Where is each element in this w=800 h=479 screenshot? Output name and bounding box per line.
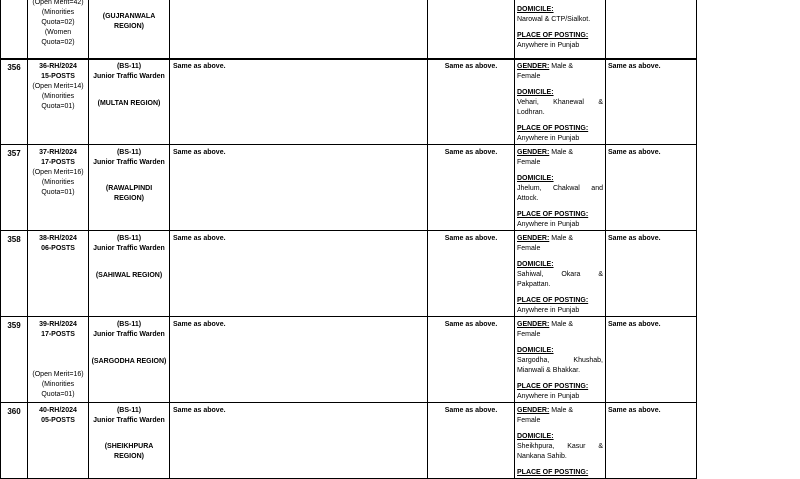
domicile-value: Sheikhpura, Kasur & Nankana Sahib. [517, 443, 603, 460]
gender-value-2: Female [517, 417, 541, 424]
quota-line: Quota=01) [41, 391, 75, 398]
post-name: Junior Traffic Warden [93, 331, 165, 338]
gender-value-2: Female [517, 245, 541, 252]
qualification-text: Same as above. [173, 321, 226, 328]
other-conditions-cell [515, 231, 606, 317]
region-label: REGION) [114, 453, 144, 460]
quota-line: (Minorities [41, 381, 75, 388]
region [89, 184, 169, 204]
gender-label: GENDER: [517, 407, 550, 414]
gender-label: GENDER: [517, 149, 550, 156]
quota-line: (Open Merit=16) [32, 371, 84, 378]
other-conditions-cell [515, 59, 606, 145]
pay-scale: (BS-11) [116, 407, 142, 414]
qualification-text: Same as above. [173, 149, 226, 156]
domicile-label: DOMICILE: [517, 89, 554, 96]
province-cell [606, 145, 697, 231]
post-name: Junior Traffic Warden [93, 73, 165, 80]
region-label: (RAWALPINDI [105, 185, 153, 192]
case-cell [28, 145, 89, 231]
age-cell [428, 317, 515, 403]
post-count: 17-POSTS [41, 331, 75, 338]
place-of-posting-label: PLACE OF POSTING: [517, 297, 589, 304]
region-label: (GUJRANWALA [102, 13, 156, 20]
serial-number [1, 59, 28, 145]
post-count: 17-POSTS [41, 159, 75, 166]
post-name: Junior Traffic Warden [93, 159, 165, 166]
serial-number [1, 145, 28, 231]
gender-value-2: Female [517, 331, 541, 338]
other-conditions-cell [515, 0, 606, 60]
region [89, 442, 169, 462]
domicile-label-cont: DOMICILE: [517, 6, 554, 13]
quota-line: (Minorities [41, 9, 75, 16]
serial-number [1, 317, 28, 403]
qualification-cell [170, 59, 428, 145]
region [89, 99, 169, 109]
domicile-value: Vehari, Khanewal & Lodhran. [517, 99, 603, 116]
serial-number-text: 360 [7, 407, 21, 416]
place-of-posting-label: PLACE OF POSTING: [517, 125, 589, 132]
quota-line: (Open Merit=14) [32, 83, 84, 90]
other-conditions-cell [515, 145, 606, 231]
case-cell [28, 403, 89, 479]
serial-cell [1, 0, 28, 60]
region-label: (SARGODHA REGION) [91, 358, 167, 365]
quota-line: Quota=02) [41, 39, 75, 46]
place-of-posting-value: Anywhere in Punjab [517, 221, 580, 228]
gender-value: Male & [551, 407, 574, 414]
qualification-text: Same as above. [173, 407, 226, 414]
case-cell [28, 59, 89, 145]
table-row [1, 59, 697, 145]
age-text: Same as above. [444, 149, 498, 156]
domicile-value: Sahiwal, Okara & Pakpattan. [517, 271, 603, 288]
region-label: REGION) [114, 23, 144, 30]
qualification-cell [170, 231, 428, 317]
gender-value-2: Female [517, 73, 541, 80]
province-text: Same as above. [608, 407, 661, 414]
place-of-posting-value: Anywhere in Punjab [517, 307, 580, 314]
gender-value: Male & [551, 63, 574, 70]
domicile-value: Narowal & CTP/Sialkot. [517, 16, 591, 23]
province-text: Same as above. [608, 321, 661, 328]
serial-number-text: 356 [7, 63, 21, 72]
age-cell [428, 0, 515, 60]
case-cell [28, 0, 89, 60]
post-cell [89, 145, 170, 231]
province-cell [606, 59, 697, 145]
quota-line: Quota=01) [41, 189, 75, 196]
place-of-posting-value: Anywhere in Punjab [517, 42, 580, 49]
age-cell [428, 145, 515, 231]
region-label: (MULTAN REGION) [97, 100, 161, 107]
gender-value: Male & [551, 149, 574, 156]
age-cell [428, 403, 515, 479]
case-cell [28, 317, 89, 403]
quota-line: Quota=02) [41, 19, 75, 26]
place-of-posting-label: PLACE OF POSTING: [517, 211, 589, 218]
quota-line: (Minorities [41, 93, 75, 100]
province-text: Same as above. [608, 63, 661, 70]
post-cell [89, 231, 170, 317]
serial-number [1, 231, 28, 317]
qualification-text: Same as above. [173, 235, 226, 242]
age-text: Same as above. [444, 63, 498, 70]
region-label: (SHEIKHPURA [104, 443, 154, 450]
quota-line: (Open Merit=42) [32, 0, 84, 6]
place-of-posting-label: PLACE OF POSTING: [517, 469, 589, 476]
quota-list [28, 370, 88, 400]
post-count: 15-POSTS [41, 73, 75, 80]
serial-number-text: 358 [7, 235, 21, 244]
place-of-posting-label: PLACE OF POSTING: [517, 32, 589, 39]
table-row [1, 231, 697, 317]
table-row [1, 145, 697, 231]
domicile-value: Jhelum, Chakwal and Attock. [517, 185, 603, 202]
case-number: 39-RH/2024 [39, 321, 77, 328]
quota-line: (Minorities [41, 179, 75, 186]
case-cell [28, 231, 89, 317]
province-text: Same as above. [608, 149, 661, 156]
table-row [1, 0, 697, 60]
post-name: Junior Traffic Warden [93, 245, 165, 252]
quota-list [28, 168, 88, 198]
province-text: Same as above. [608, 235, 661, 242]
quota-list [28, 82, 88, 112]
post-name: Junior Traffic Warden [93, 417, 165, 424]
pay-scale: (BS-11) [116, 149, 142, 156]
post-cell [89, 403, 170, 479]
place-of-posting-label: PLACE OF POSTING: [517, 383, 589, 390]
gender-value-2: Female [517, 159, 541, 166]
qualification-cell [170, 403, 428, 479]
age-text: Same as above. [444, 235, 498, 242]
table-fragment-top [0, 0, 697, 60]
other-conditions-cell [515, 317, 606, 403]
post-cell [89, 317, 170, 403]
post-cell [89, 59, 170, 145]
place-of-posting-value: Anywhere in Punjab [517, 393, 580, 400]
case-number: 40-RH/2024 [39, 407, 77, 414]
post-count: 05-POSTS [41, 417, 75, 424]
age-text: Same as above. [444, 321, 498, 328]
domicile-label: DOMICILE: [517, 347, 554, 354]
province-cell [606, 0, 697, 60]
region-label: REGION) [114, 195, 144, 202]
recruitment-table [0, 58, 697, 479]
province-cell [606, 403, 697, 479]
case-number: 36-RH/2024 [39, 63, 77, 70]
table-row [1, 403, 697, 479]
domicile-label: DOMICILE: [517, 433, 554, 440]
serial-number-text: 359 [7, 321, 21, 330]
quota-line: Quota=01) [41, 103, 75, 110]
quota-line: (Women [44, 29, 72, 36]
qualification-cell [170, 0, 428, 60]
province-cell [606, 317, 697, 403]
pay-scale: (BS-11) [116, 321, 142, 328]
gender-value: Male & [551, 235, 574, 242]
qualification-cell [170, 145, 428, 231]
table-row [1, 317, 697, 403]
post-count: 06-POSTS [41, 245, 75, 252]
quota-list [28, 0, 88, 48]
place-of-posting-value: Anywhere in Punjab [517, 135, 580, 142]
qualification-text: Same as above. [173, 63, 226, 70]
pay-scale: (BS-11) [116, 63, 142, 70]
gender-label: GENDER: [517, 235, 550, 242]
domicile-label: DOMICILE: [517, 261, 554, 268]
gender-label: GENDER: [517, 321, 550, 328]
region [89, 271, 169, 281]
serial-number [1, 403, 28, 479]
age-cell [428, 231, 515, 317]
age-text: Same as above. [444, 407, 498, 414]
gender-value: Male & [551, 321, 574, 328]
case-number: 37-RH/2024 [39, 149, 77, 156]
serial-number-text: 357 [7, 149, 21, 158]
qualification-cell [170, 317, 428, 403]
domicile-value: Sargodha, Khushab, Mianwali & Bhakkar. [517, 357, 603, 374]
region [89, 357, 169, 367]
pay-scale: (BS-11) [116, 235, 142, 242]
province-cell [606, 231, 697, 317]
quota-line: (Open Merit=16) [32, 169, 84, 176]
case-number: 38-RH/2024 [39, 235, 77, 242]
gender-label: GENDER: [517, 63, 550, 70]
region-label: (SAHIWAL REGION) [95, 272, 163, 279]
domicile-label: DOMICILE: [517, 175, 554, 182]
age-cell [428, 59, 515, 145]
post-cell [89, 0, 170, 60]
other-conditions-cell [515, 403, 606, 479]
